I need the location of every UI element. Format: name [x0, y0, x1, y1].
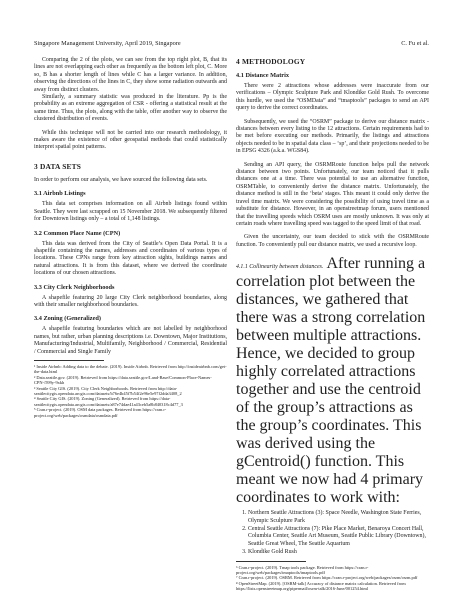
- paragraph: Sending an API query, the OSRMRoute function helps pull the network distance between two points. Unfortunately, our team noticed that it pulls distances one at a time. There was potential to use an alternative function, OSRMTable, to conveniently derive the distance matrix. Unfortunately, the distance method is still in the ‘beta’ stages. This meant it could only derive the travel time matrix. We were considering the possibility of using travel time as a substitute for distance. However, in an openstreetmap forum, users mentioned that the travelling speeds which OSRM uses are mostly unknown. It was only at certain roads where travelling speed was tagged to the speed limit of that road.: [236, 161, 429, 227]
- footnote: ⁷ Cran.r-project. (2019). OSRM. Retrieved from https://cran.r-project.org/web/packages/osrm/osrm.pdf: [236, 575, 418, 581]
- paragraph: Given the uncertainty, our team decided to stick with the OSRMRoute function. To conveniently pull our distance matrix, we used a recursive loop.: [236, 234, 429, 248]
- paragraph: There were 2 attractions whose addresses were inaccurate from our verifications – Olympic Sculpture Park and Klondike Gold Rush. To overcome this hurdle, we used the “OSMData” and “tmaptools” packages to send an API query to derive the correct coordinates.: [236, 83, 429, 112]
- paragraph: Subsequently, we used the “OSRM” package to derive our distance matrix - distances between every listing to the 12 attractions. Certain requirements had to be met before executing our methods. Primarily, the listings and attractions objects needed to be in spatial data class – ‘sp’, and their projections needed to be in EPSG 4326 (a.k.a. WGS84).: [236, 118, 429, 155]
- footnote: ⁴ Seattle City GIS. (2019). Zoning (Generalized). Retrieved from https://data-seattlecitygis.opendata.arcgis.com/datasets/a87e74dae41a43ceb5a8b840318c4d77_3: [34, 396, 183, 407]
- footnote: ² Data.seattle.gov. (2019). Retrieved from https://data.seattle.gov/Land-Base/Common-Place-Names-CPN-/599y-9xkh: [34, 374, 212, 386]
- paragraph: A shapefile featuring boundaries which are not labelled by neighborhood names, but rather, urban planning descriptions i.e. Downtown, Major Institutions, Manufacturing/Industrial, Multifamily, Neighborhood / Commercial, Residential / Commercial and Single Family: [34, 326, 227, 355]
- subsection-heading-neighborhoods: 3.3 City Clerk Neighborhoods: [34, 283, 115, 291]
- footnote: ³ Seattle City GIS. (2019). City Clerk Neighborhoods. Retrieved from http://data-seattlecitygis.opendata.arcgis.com/datasets/b76e4b45f7b54f2e96e5e97f2dda3408_2: [34, 385, 182, 396]
- paragraph-text: After running a correlation plot between the distances, we gathered that there was a strong correlation between multiple attractions. Hence, we decided to group highly correlated attractions together and use the centroid of the group’s attractions as the group’s coordinates. This was derived using the gCentroid() function. This meant we now had 4 primary coordinates to work with:: [236, 255, 426, 507]
- footnote-divider: [236, 561, 306, 562]
- paragraph: A shapefile featuring 20 large City Clerk neighborhood boundaries, along with their smaller neighborhood boundaries.: [34, 294, 227, 308]
- header-authors: C. Fu et al.: [401, 40, 429, 47]
- paragraph: Similarly, a summary statistic was produced in the literature. Pp is the probability as an extreme aggregation of CSR - offering a statistical result at the same time. Thus, the plots, along with the table, offer another way to observe the clustered distribution of events.: [34, 94, 227, 123]
- list-item: 2. Central Seattle Attractions (7): Pike Place Market, Benaroya Concert Hall, Columbia Center, Seattle Art Museum, Seattle Public Library (Downtown), Seattle Great Wheel, The Seattle Aquarium: [248, 526, 429, 548]
- attraction-group-list: [236, 510, 429, 556]
- paragraph: This data set comprises information on all Airbnb listings found within Seattle. They were last scrapped on 15 November 2018. We subsequently filtered for Downtown listings only – a total of 1,148 listings.: [34, 201, 227, 223]
- section-heading-methodology: 4 METHODOLOGY: [236, 57, 306, 66]
- list-item: 3. Klondike Gold Rush: [248, 549, 429, 556]
- paragraph: In order to perform our analysis, we have sourced the following data sets.: [34, 176, 208, 183]
- footnote: ⁸ OpenStreetMap. (2019). [OSRM-talk] Accuracy of distance matrix calculation. Retrieved from https://lists.openstreetmap.org/pipermail/osrm-talk/2016-June/001254.html: [236, 580, 406, 592]
- running-header: [34, 40, 429, 50]
- subsection-heading-airbnb: 3.1 Airbnb Listings: [34, 190, 86, 198]
- list-item: 1. Northern Seattle Attractions (3): Space Needle, Washington State Ferries, Olympic Sculpture Park: [248, 510, 429, 525]
- footnote: ⁶ Cran.r-project. (2019). Tmap tools package. Retrieved from https://cran.r-project.org/web/packages/tmaptools/tmaptools.pdf: [236, 564, 369, 575]
- paragraph: While this technique will not be carried into our research methodology, it makes aware the existence of other geospatial methods that could statistically interpret spatial point patterns.: [34, 129, 227, 151]
- paragraph: This data was derived from the City of Seattle’s Open Data Portal. It is a shapefile containing the names, addresses and coordinates of various types of locations. These CPNs range from key attraction sights, buildings names and natural attractions. It is from this dataset, where we derived the coordinate locations of our chosen attractions.: [34, 240, 227, 277]
- footnote: ⁵ Cran.r-project. (2019). OSM data packages. Retrieved from https://cran.r-project.org/web/packages/osmdata/osmdata.pdf: [34, 407, 167, 418]
- footnote: ¹ Inside Airbnb: Adding data to the debate. (2019). Inside Airbnb. Retrieved from http://insideairbnb.com/get-the-data.html: [34, 363, 227, 375]
- left-column: [34, 57, 227, 418]
- subsubsection-heading-collinearity: 4.1.1 Collinearity between distances.: [236, 264, 324, 271]
- footnote-divider: [34, 360, 104, 361]
- right-column: [236, 57, 429, 592]
- section-heading-data-sets: 3 DATA SETS: [34, 161, 82, 171]
- subsection-heading-cpn: 3.2 Common Place Name (CPN): [34, 229, 121, 237]
- subsection-heading-distance-matrix: 4.1 Distance Matrix: [236, 72, 289, 79]
- header-venue: Singapore Management University, April 2019, Singapore: [34, 40, 181, 47]
- paragraph: Comparing the 2 of the plots, we can see from the top right plot, B, that its lines are not overlapping each other as frequently as the bottom left plot, C. More so, B has a shorter length of lines while C has a larger variance. In addition, observing the directions of the lines in C, they show some radiation outwards and away from distinct clusters.: [34, 57, 227, 93]
- subsection-heading-zoning: 3.4 Zoning (Generalized): [34, 315, 101, 323]
